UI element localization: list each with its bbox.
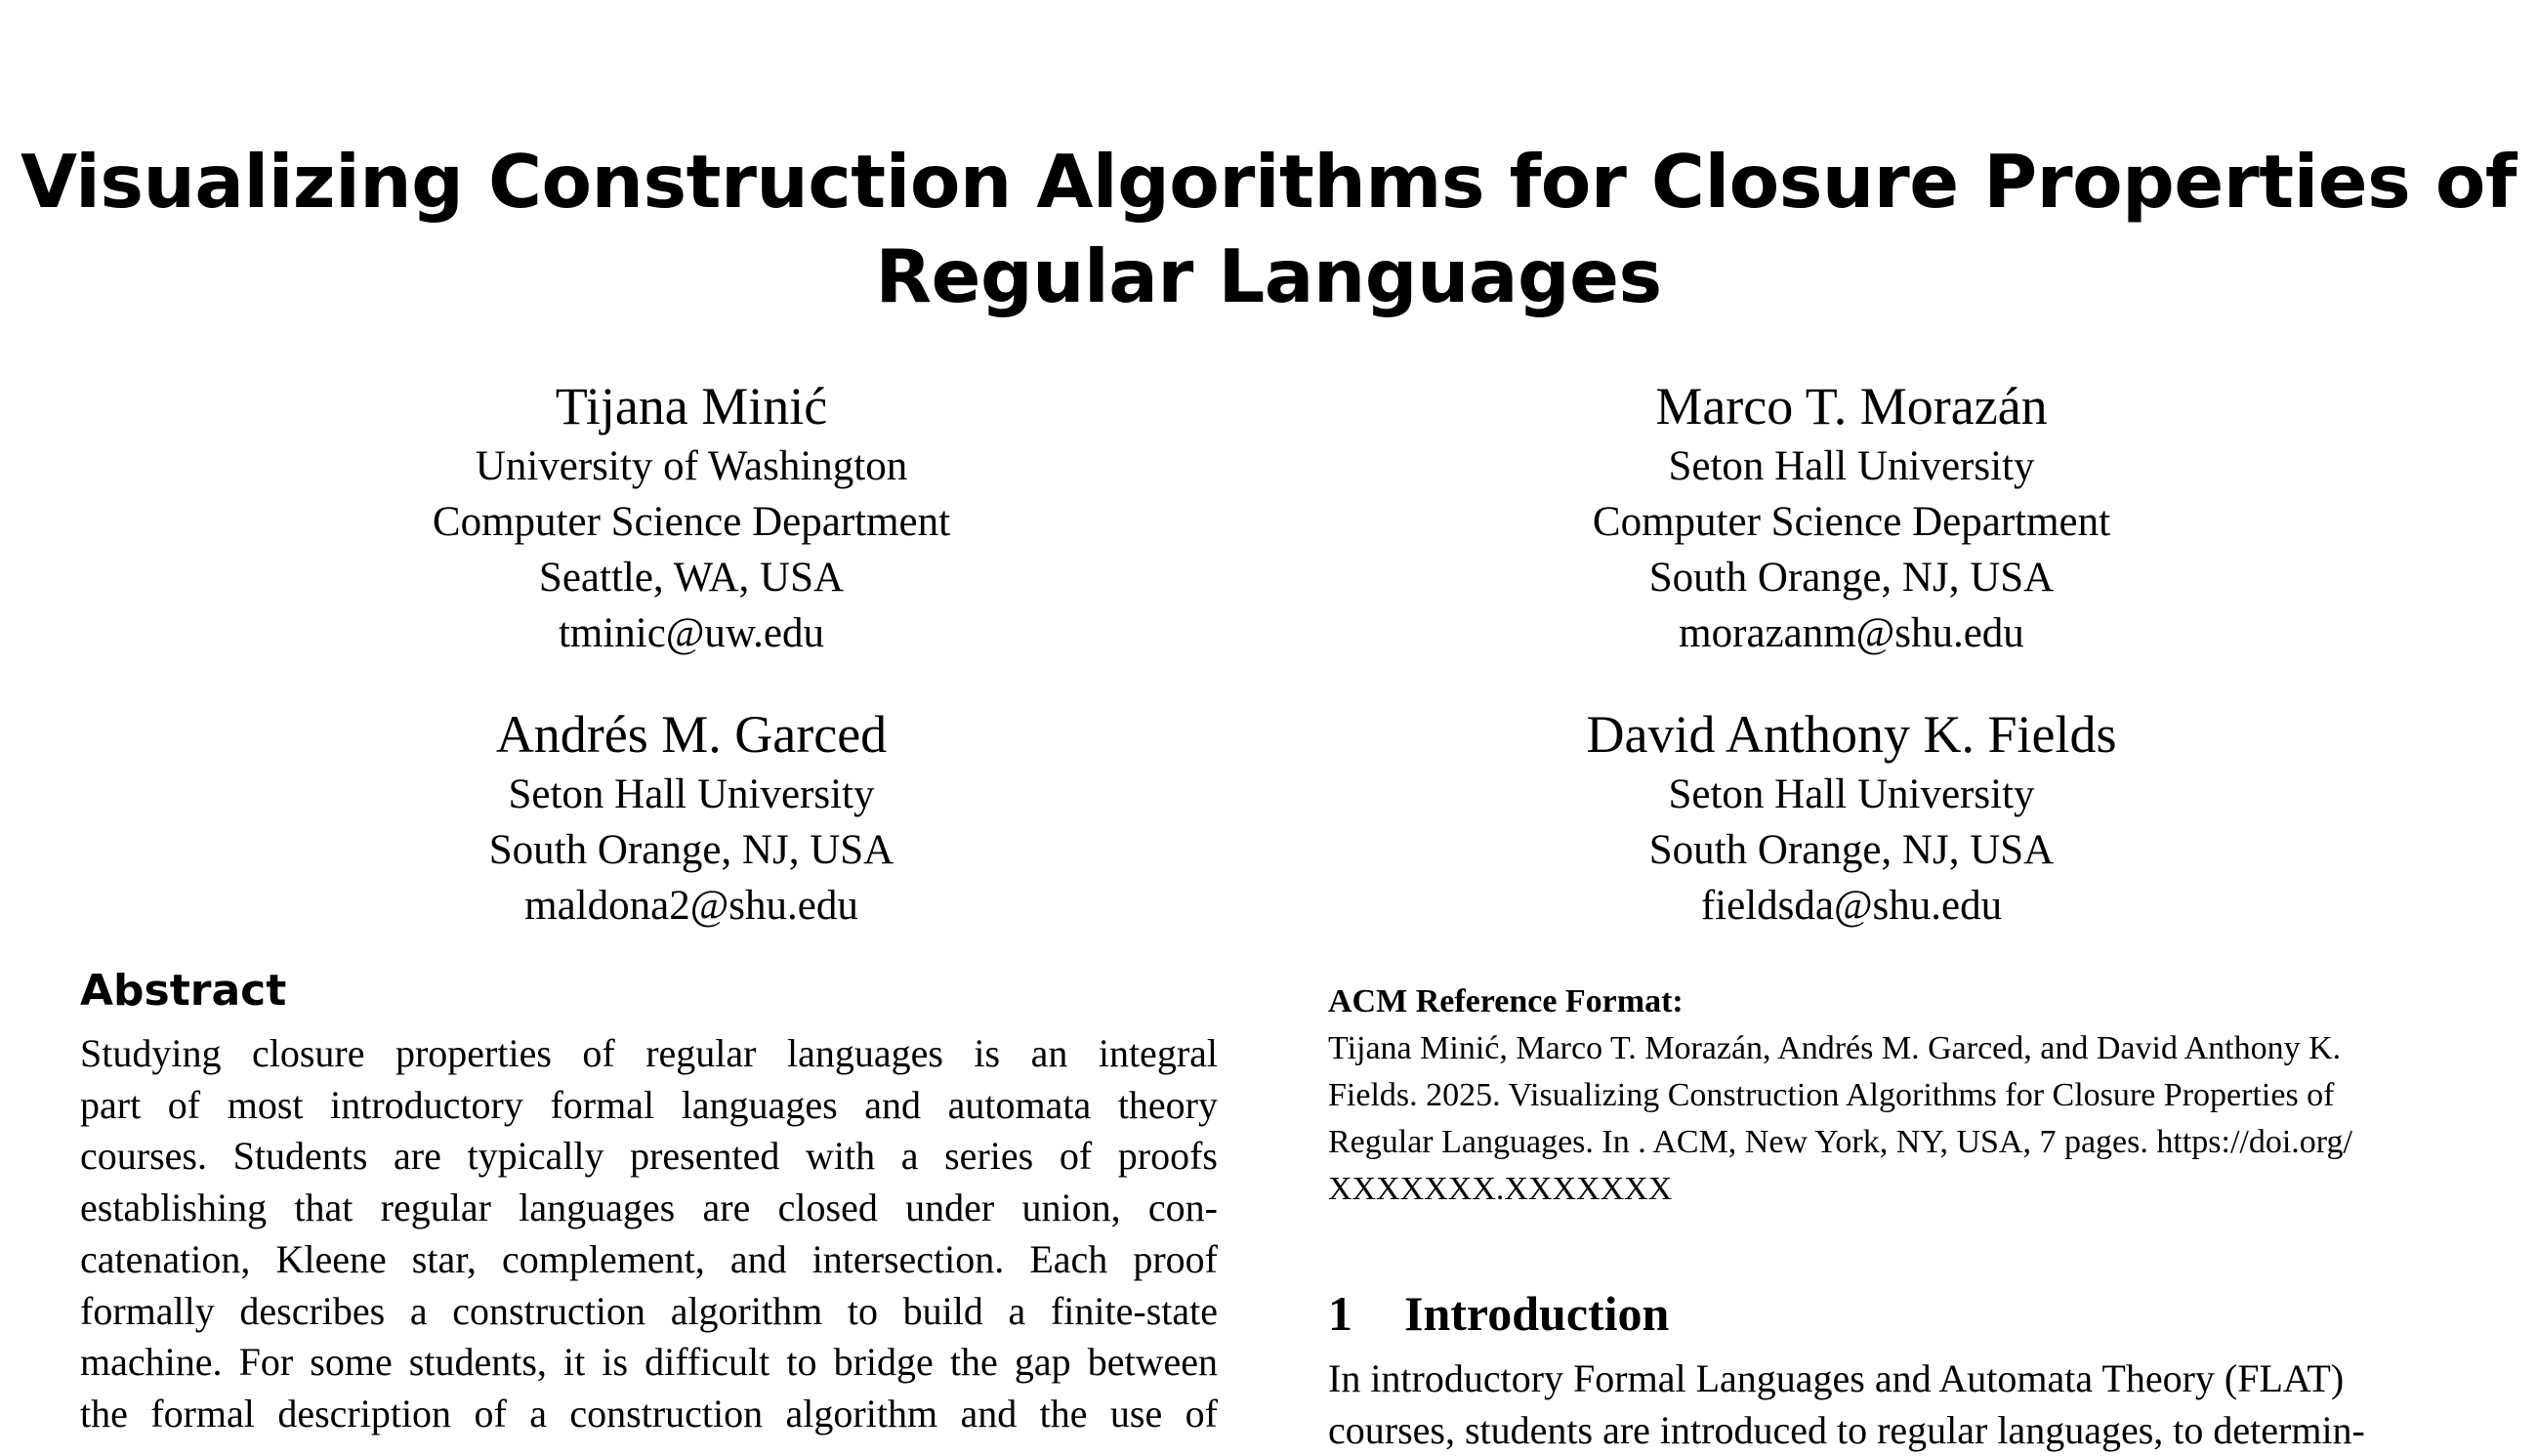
author-affiliation: Seton Hall University bbox=[1668, 771, 2035, 817]
author-location: South Orange, NJ, USA bbox=[1648, 827, 2055, 873]
author-department: Computer Science Department bbox=[432, 499, 951, 545]
author-name: Marco T. Morazán bbox=[1655, 377, 2048, 436]
author-affiliation: Seton Hall University bbox=[1668, 443, 2035, 489]
abstract-line: the formal description of a construction algorithm and the use of bbox=[80, 1391, 1218, 1435]
abstract-line: part of most introductory formal languages and automata theory bbox=[80, 1082, 1218, 1127]
abstract-heading: Abstract bbox=[80, 966, 287, 1016]
acm-reference-line: Tijana Minić, Marco T. Morazán, Andrés M. Garced, and David Anthony K. bbox=[1328, 1030, 2342, 1066]
section-title: Introduction bbox=[1404, 1286, 1670, 1341]
paper-title-line-1: Visualizing Construction Algorithms for Closure Properties of bbox=[20, 139, 2517, 225]
abstract-line: establishing that regular languages are closed under union, con- bbox=[80, 1186, 1218, 1230]
author-email: tminic@uw.edu bbox=[558, 610, 825, 656]
author-name: David Anthony K. Fields bbox=[1586, 705, 2117, 764]
section-number: 1 bbox=[1328, 1286, 1352, 1341]
acm-reference-heading: ACM Reference Format: bbox=[1328, 983, 1684, 1019]
acm-reference-line: XXXXXXX.XXXXXXX bbox=[1328, 1171, 1673, 1207]
paper-title bbox=[0, 135, 2537, 324]
author-name: Andrés M. Garced bbox=[495, 705, 888, 764]
abstract-line: courses. Students are typically presented with a series of proofs bbox=[80, 1134, 1218, 1179]
introduction-heading bbox=[1328, 1281, 2471, 1346]
author-block-garced bbox=[203, 702, 1180, 934]
author-block-morazan bbox=[1363, 374, 2340, 661]
introduction-body bbox=[1328, 1353, 2471, 1456]
acm-reference-format bbox=[1328, 978, 2471, 1213]
introduction-section bbox=[1328, 1281, 2471, 1456]
acm-reference-line: Fields. 2025. Visualizing Construction Algorithms for Closure Properties of bbox=[1328, 1077, 2335, 1113]
author-affiliation: University of Washington bbox=[475, 443, 908, 489]
author-email: fieldsda@shu.edu bbox=[1700, 883, 2003, 929]
author-name: Tijana Minić bbox=[555, 377, 828, 436]
author-affiliation: Seton Hall University bbox=[508, 771, 875, 817]
author-block-minic bbox=[203, 374, 1180, 661]
abstract-line: Studying closure properties of regular languages is an integral bbox=[80, 1031, 1218, 1075]
author-department: Computer Science Department bbox=[1592, 499, 2111, 545]
author-email: morazanm@shu.edu bbox=[1679, 610, 2024, 656]
introduction-line: In introductory Formal Languages and Automata Theory (FLAT) bbox=[1328, 1356, 2345, 1400]
author-location: South Orange, NJ, USA bbox=[488, 827, 894, 873]
abstract-line: formally describes a construction algorithm to build a finite-state bbox=[80, 1288, 1218, 1333]
abstract-line: catenation, Kleene star, complement, and intersection. Each proof bbox=[80, 1236, 1218, 1281]
introduction-line: courses, students are introduced to regular languages, to determin- bbox=[1328, 1407, 2365, 1452]
acm-reference-line: Regular Languages. In . ACM, New York, NY, USA, 7 pages. https://doi.org/ bbox=[1328, 1124, 2352, 1160]
author-location: South Orange, NJ, USA bbox=[1648, 555, 2055, 601]
abstract-body bbox=[80, 1028, 1218, 1440]
author-location: Seattle, WA, USA bbox=[538, 555, 845, 601]
author-email: maldona2@shu.edu bbox=[524, 883, 858, 929]
abstract-section bbox=[80, 962, 1218, 1440]
paper-title-line-2: Regular Languages bbox=[875, 233, 1662, 319]
abstract-line: machine. For some students, it is difficult to bridge the gap between bbox=[80, 1340, 1218, 1385]
author-block-fields bbox=[1363, 702, 2340, 934]
